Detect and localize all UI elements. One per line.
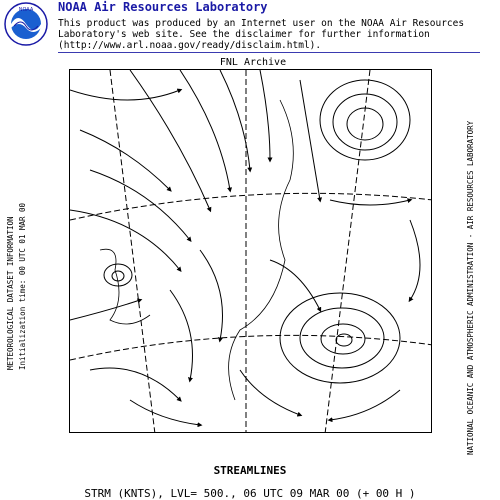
coastline — [229, 100, 294, 400]
streamline-loop — [333, 94, 397, 150]
streamline — [70, 210, 180, 270]
streamline-loop — [336, 334, 352, 346]
streamline-loop — [347, 108, 383, 140]
streamline-svg — [70, 70, 432, 433]
lab-title: NOAA Air Resources Laboratory — [58, 0, 268, 14]
streamline — [300, 80, 320, 200]
agency-text: NATIONAL OCEANIC AND ATMOSPHERIC ADMINISTRATION - AIR RESOURCES LABORATORY — [466, 120, 475, 455]
streamline — [180, 70, 230, 190]
footer-params: STRM (KNTS), LVL= 500., 06 UTC 09 MAR 00 (+ 00 H ) — [84, 487, 416, 500]
archive-label: FNL Archive — [188, 57, 318, 68]
dataset-info — [5, 170, 29, 370]
streamline — [130, 70, 210, 210]
streamline — [90, 170, 190, 240]
svg-text:NOAA: NOAA — [18, 7, 34, 13]
coastline — [100, 249, 150, 324]
lon-line — [110, 70, 155, 433]
streamline — [70, 300, 140, 320]
disclaimer-text: This product was produced by an Internet user on the NOAA Air Resources Laboratory's web site. See the disclaimer for further information (http://www.arl.noaa.gov/ready/disclaim.html). — [58, 18, 465, 51]
streamline — [330, 390, 400, 420]
lat-line — [70, 335, 432, 360]
noaa-logo — [4, 2, 48, 46]
streamline — [80, 130, 170, 190]
streamline — [240, 370, 300, 415]
header — [0, 0, 500, 56]
streamline-loop — [321, 324, 365, 354]
streamline — [170, 290, 193, 380]
streamline — [130, 400, 200, 425]
header-rule — [58, 52, 480, 53]
streamline-loop — [300, 308, 384, 368]
streamline — [70, 90, 180, 100]
streamline-loop — [280, 293, 400, 383]
streamline — [330, 200, 410, 205]
streamline-map — [69, 69, 432, 433]
streamline — [90, 368, 180, 400]
dataset-info-heading: METEOROLOGICAL DATASET INFORMATION — [6, 216, 15, 370]
streamline — [200, 250, 223, 340]
footer-title: STREAMLINES — [213, 464, 287, 477]
streamline — [410, 220, 420, 300]
streamline — [260, 70, 270, 160]
lat-line — [70, 193, 432, 220]
initialization-time: Initialization time: 00 UTC 01 MAR 00 — [18, 202, 27, 370]
